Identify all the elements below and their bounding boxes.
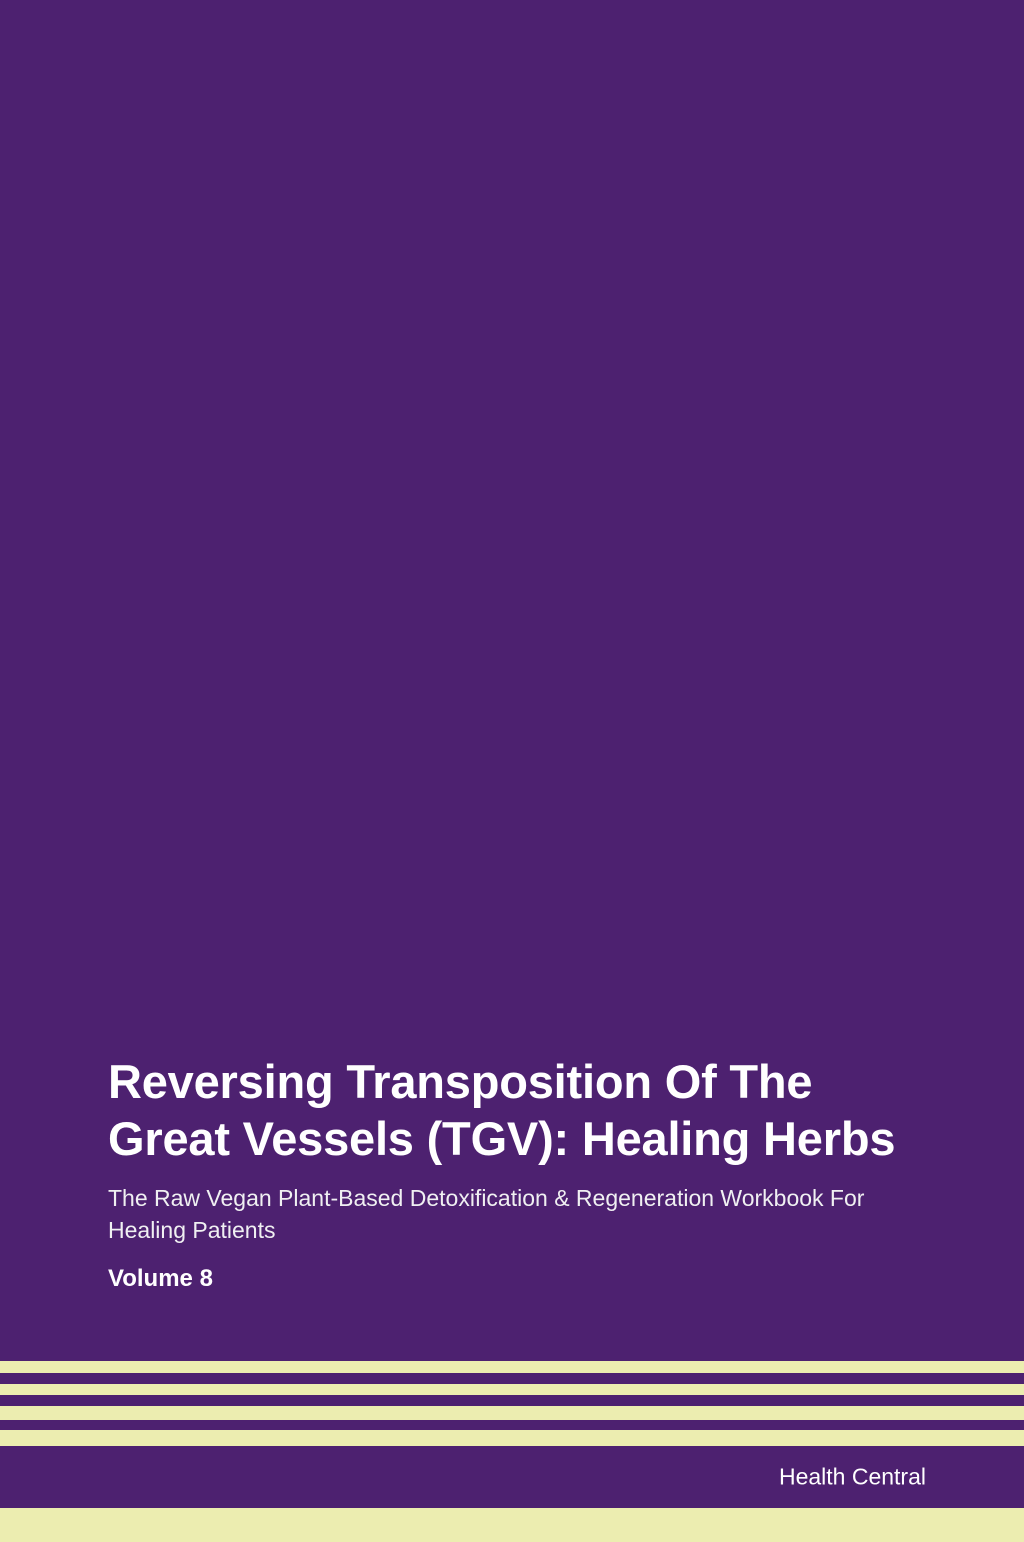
publisher-band (0, 1446, 1024, 1508)
stripe-purple-1 (0, 1373, 1024, 1384)
stripe-purple-2 (0, 1395, 1024, 1406)
book-volume: Volume 8 (108, 1265, 213, 1292)
stripe-purple-3 (0, 1420, 1024, 1430)
stripe-cream-4 (0, 1430, 1024, 1446)
book-title: Reversing Transposition Of The Great Vessels (TGV): Healing Herbs (108, 1055, 896, 1166)
stripe-cream-2 (0, 1384, 1024, 1395)
stripe-cream-bottom (0, 1508, 1024, 1542)
stripe-cream-3 (0, 1406, 1024, 1420)
publisher-name: Health Central (778, 1463, 926, 1490)
title-block (108, 1053, 904, 1293)
stripe-cream-1 (0, 1361, 1024, 1373)
footer-stripes (0, 1361, 1024, 1542)
book-subtitle: The Raw Vegan Plant-Based Detoxification & Regeneration Workbook For Healing Patients (108, 1184, 865, 1244)
